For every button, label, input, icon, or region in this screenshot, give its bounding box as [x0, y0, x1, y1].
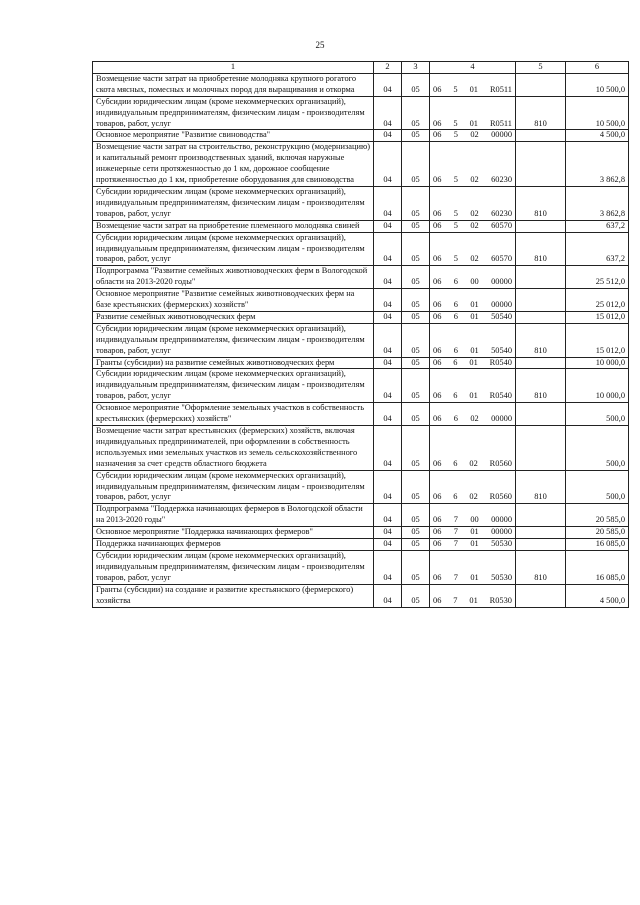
row-expense-type-code [516, 403, 566, 426]
table-row [93, 369, 629, 403]
row-amount: 16 085,0 [566, 550, 629, 584]
row-subsection-code: 05 [402, 539, 430, 551]
row-section-code: 04 [374, 186, 402, 220]
row-subsection-code: 05 [402, 470, 430, 504]
row-section-code: 04 [374, 220, 402, 232]
code-part: 06 [433, 84, 442, 94]
table-row [93, 186, 629, 220]
row-target-article-code [430, 186, 516, 220]
table-row [93, 403, 629, 426]
row-name: Подпрограмма "Поддержка начинающих фермеров в Вологодской области на 2013-2020 годы" [93, 504, 374, 527]
code-part: 06 [433, 175, 442, 185]
row-target-article-code [430, 539, 516, 551]
row-section-code: 04 [374, 550, 402, 584]
row-subsection-code: 05 [402, 289, 430, 312]
row-section-code: 04 [374, 584, 402, 607]
code-part: 5 [453, 208, 458, 218]
code-part: R0530 [489, 595, 512, 605]
row-target-article-code [430, 323, 516, 357]
row-subsection-code: 05 [402, 96, 430, 130]
row-name: Развитие семейных животноводческих ферм [93, 311, 374, 323]
code-part: 06 [433, 492, 442, 502]
table-row [93, 73, 629, 96]
row-target-article-code [430, 142, 516, 187]
row-subsection-code: 05 [402, 142, 430, 187]
code-part: 01 [469, 118, 478, 128]
row-expense-type-code [516, 130, 566, 142]
row-expense-type-code: 810 [516, 470, 566, 504]
code-part: 7 [453, 515, 458, 525]
row-amount: 25 012,0 [566, 289, 629, 312]
code-part: 06 [433, 118, 442, 128]
code-part: 02 [470, 414, 479, 424]
row-amount: 637,2 [566, 220, 629, 232]
row-expense-type-code [516, 357, 566, 369]
code-part: 01 [470, 300, 479, 310]
row-section-code: 04 [374, 130, 402, 142]
row-name: Гранты (субсидии) на развитие семейных животноводческих ферм [93, 357, 374, 369]
table-row [93, 220, 629, 232]
row-section-code: 04 [374, 470, 402, 504]
code-part: 6 [453, 345, 458, 355]
row-amount: 4 500,0 [566, 584, 629, 607]
code-part: 02 [470, 208, 479, 218]
code-part: 60570 [491, 254, 512, 264]
row-expense-type-code [516, 504, 566, 527]
table-row [93, 357, 629, 369]
row-section-code: 04 [374, 357, 402, 369]
code-part: 50530 [491, 572, 512, 582]
row-expense-type-code [516, 311, 566, 323]
header-cell: 4 [430, 62, 516, 74]
code-part: R0511 [489, 84, 512, 94]
table-row [93, 311, 629, 323]
row-subsection-code: 05 [402, 220, 430, 232]
row-target-article-code [430, 232, 516, 266]
row-section-code: 04 [374, 232, 402, 266]
code-part: 50540 [491, 311, 512, 321]
row-amount: 10 500,0 [566, 73, 629, 96]
code-part: 01 [470, 345, 479, 355]
row-name: Субсидии юридическим лицам (кроме некоммерческих организаций), индивидуальным предпринимателям, физическим лицам - производителям товаров, работ, услуг [93, 369, 374, 403]
code-part: R0511 [489, 118, 512, 128]
row-expense-type-code [516, 142, 566, 187]
row-subsection-code: 05 [402, 504, 430, 527]
row-target-article-code [430, 504, 516, 527]
row-name: Субсидии юридическим лицам (кроме некоммерческих организаций), индивидуальным предпринимателям, физическим лицам - производителям товаров, работ, услуг [93, 323, 374, 357]
code-part: R0540 [489, 357, 512, 367]
code-part: 00000 [491, 300, 512, 310]
row-expense-type-code [516, 426, 566, 471]
row-amount: 10 000,0 [566, 369, 629, 403]
row-amount: 500,0 [566, 426, 629, 471]
row-expense-type-code [516, 73, 566, 96]
code-part: 00000 [491, 277, 512, 287]
code-part: 06 [433, 595, 442, 605]
row-subsection-code: 05 [402, 527, 430, 539]
code-part: 60230 [491, 175, 512, 185]
row-subsection-code: 05 [402, 403, 430, 426]
row-target-article-code [430, 426, 516, 471]
table-row [93, 527, 629, 539]
table-row [93, 470, 629, 504]
row-amount: 25 512,0 [566, 266, 629, 289]
code-part: 01 [469, 357, 478, 367]
row-section-code: 04 [374, 527, 402, 539]
code-part: 6 [453, 277, 458, 287]
code-part: 7 [453, 572, 458, 582]
row-subsection-code: 05 [402, 426, 430, 471]
row-section-code: 04 [374, 289, 402, 312]
code-part: 6 [453, 311, 458, 321]
row-name: Гранты (субсидии) на создание и развитие крестьянского (фермерского) хозяйства [93, 584, 374, 607]
row-subsection-code: 05 [402, 266, 430, 289]
row-section-code: 04 [374, 369, 402, 403]
code-part: 5 [453, 220, 458, 230]
code-part: 01 [470, 527, 479, 537]
row-target-article-code [430, 527, 516, 539]
row-section-code: 04 [374, 323, 402, 357]
row-amount: 637,2 [566, 232, 629, 266]
row-amount: 3 862,8 [566, 186, 629, 220]
code-part: 06 [433, 345, 442, 355]
row-expense-type-code: 810 [516, 323, 566, 357]
code-part: 5 [453, 175, 458, 185]
row-expense-type-code: 810 [516, 369, 566, 403]
row-name: Субсидии юридическим лицам (кроме некоммерческих организаций), индивидуальным предпринимателям, физическим лицам - производителям товаров, работ, услуг [93, 96, 374, 130]
row-expense-type-code [516, 584, 566, 607]
code-part: 02 [470, 220, 479, 230]
page-number: 25 [315, 40, 325, 50]
row-expense-type-code: 810 [516, 232, 566, 266]
code-part: 06 [433, 527, 442, 537]
row-subsection-code: 05 [402, 186, 430, 220]
row-name: Поддержка начинающих фермеров [93, 539, 374, 551]
code-part: 6 [453, 300, 458, 310]
row-section-code: 04 [374, 504, 402, 527]
code-part: 06 [433, 277, 442, 287]
row-name: Основное мероприятие "Поддержка начинающих фермеров" [93, 527, 374, 539]
header-row [93, 62, 629, 74]
row-amount: 10 500,0 [566, 96, 629, 130]
code-part: 00 [470, 515, 479, 525]
code-part: 06 [433, 515, 442, 525]
row-target-article-code [430, 470, 516, 504]
code-part: 6 [453, 357, 458, 367]
code-part: 00000 [491, 527, 512, 537]
table-row [93, 96, 629, 130]
code-part: 02 [470, 254, 479, 264]
table-row [93, 232, 629, 266]
code-part: 60230 [491, 208, 512, 218]
code-part: 00 [470, 277, 479, 287]
row-amount: 10 000,0 [566, 357, 629, 369]
code-part: 6 [453, 414, 458, 424]
code-part: 01 [470, 311, 479, 321]
code-part: 6 [453, 492, 458, 502]
code-part: 06 [433, 208, 442, 218]
row-expense-type-code [516, 289, 566, 312]
table-row [93, 426, 629, 471]
row-name: Возмещение части затрат на приобретение племенного молодняка свиней [93, 220, 374, 232]
header-cell: 5 [516, 62, 566, 74]
table-row [93, 584, 629, 607]
code-part: 5 [453, 254, 458, 264]
table-row [93, 289, 629, 312]
row-section-code: 04 [374, 73, 402, 96]
code-part: 02 [469, 458, 478, 468]
row-expense-type-code [516, 527, 566, 539]
code-part: 5 [453, 118, 458, 128]
code-part: 01 [470, 539, 479, 549]
row-section-code: 04 [374, 426, 402, 471]
row-target-article-code [430, 369, 516, 403]
row-amount: 500,0 [566, 403, 629, 426]
row-amount: 20 585,0 [566, 504, 629, 527]
row-subsection-code: 05 [402, 323, 430, 357]
code-part: 06 [433, 458, 442, 468]
row-expense-type-code: 810 [516, 96, 566, 130]
code-part: 5 [453, 130, 458, 140]
row-target-article-code [430, 584, 516, 607]
row-amount: 20 585,0 [566, 527, 629, 539]
code-part: R0540 [489, 391, 512, 401]
row-target-article-code [430, 220, 516, 232]
header-cell: 2 [374, 62, 402, 74]
code-part: 7 [453, 539, 458, 549]
code-part: 06 [433, 539, 442, 549]
row-subsection-code: 05 [402, 369, 430, 403]
row-subsection-code: 05 [402, 73, 430, 96]
code-part: 02 [469, 492, 478, 502]
row-subsection-code: 05 [402, 311, 430, 323]
row-subsection-code: 05 [402, 357, 430, 369]
row-expense-type-code [516, 539, 566, 551]
code-part: 06 [433, 254, 442, 264]
row-expense-type-code: 810 [516, 186, 566, 220]
code-part: 02 [470, 130, 479, 140]
row-target-article-code [430, 289, 516, 312]
row-target-article-code [430, 96, 516, 130]
code-part: 60570 [491, 220, 512, 230]
row-amount: 3 862,8 [566, 142, 629, 187]
code-part: 6 [453, 458, 458, 468]
row-name: Возмещение части затрат на строительство, реконструкцию (модернизацию) и капитальный ремонт производственных зданий, включая наружные инженерные сети протяженностью до 1 км, дорожное сообщение протяженностью до 1 км, приобретение оборудования для свиноводства [93, 142, 374, 187]
code-part: 5 [453, 84, 458, 94]
row-target-article-code [430, 311, 516, 323]
row-name: Основное мероприятие "Оформление земельных участков в собственность крестьянских (фермерских) хозяйств" [93, 403, 374, 426]
code-part: 06 [433, 300, 442, 310]
row-target-article-code [430, 403, 516, 426]
code-part: 01 [469, 391, 478, 401]
code-part: 06 [433, 414, 442, 424]
table-row [93, 550, 629, 584]
row-name: Основное мероприятие "Развитие свиноводства" [93, 130, 374, 142]
row-name: Субсидии юридическим лицам (кроме некоммерческих организаций), индивидуальным предпринимателям, физическим лицам - производителям товаров, работ, услуг [93, 232, 374, 266]
row-section-code: 04 [374, 539, 402, 551]
row-target-article-code [430, 357, 516, 369]
table-row [93, 323, 629, 357]
code-part: 06 [433, 357, 442, 367]
code-part: 06 [433, 572, 442, 582]
row-expense-type-code: 810 [516, 550, 566, 584]
code-part: 6 [453, 391, 458, 401]
code-part: 06 [433, 391, 442, 401]
code-part: 00000 [491, 515, 512, 525]
row-name: Субсидии юридическим лицам (кроме некоммерческих организаций), индивидуальным предпринимателям, физическим лицам - производителям товаров, работ, услуг [93, 470, 374, 504]
row-subsection-code: 05 [402, 232, 430, 266]
code-part: 00000 [491, 414, 512, 424]
code-part: 02 [470, 175, 479, 185]
header-cell: 1 [93, 62, 374, 74]
code-part: 00000 [491, 130, 512, 140]
code-part: 01 [470, 572, 479, 582]
row-subsection-code: 05 [402, 550, 430, 584]
table-row [93, 504, 629, 527]
code-part: 01 [469, 84, 478, 94]
code-part: 7 [453, 595, 458, 605]
row-expense-type-code [516, 266, 566, 289]
table-row [93, 142, 629, 187]
row-target-article-code [430, 550, 516, 584]
header-cell: 3 [402, 62, 430, 74]
row-amount: 4 500,0 [566, 130, 629, 142]
row-section-code: 04 [374, 96, 402, 130]
row-section-code: 04 [374, 311, 402, 323]
row-name: Возмещение части затрат на приобретение молодняка крупного рогатого скота мясных, помесных и молочных пород для выращивания и откорма [93, 73, 374, 96]
code-part: 50530 [491, 539, 512, 549]
row-target-article-code [430, 130, 516, 142]
row-amount: 16 085,0 [566, 539, 629, 551]
row-name: Основное мероприятие "Развитие семейных животноводческих ферм на базе крестьянских (фермерских) хозяйств" [93, 289, 374, 312]
header-cell: 6 [566, 62, 629, 74]
row-target-article-code [430, 73, 516, 96]
row-subsection-code: 05 [402, 130, 430, 142]
code-part: R0560 [489, 492, 512, 502]
row-amount: 15 012,0 [566, 311, 629, 323]
table-row [93, 539, 629, 551]
code-part: 06 [433, 130, 442, 140]
table-row [93, 130, 629, 142]
row-name: Субсидии юридическим лицам (кроме некоммерческих организаций), индивидуальным предпринимателям, физическим лицам - производителям товаров, работ, услуг [93, 186, 374, 220]
row-amount: 500,0 [566, 470, 629, 504]
budget-table [92, 61, 629, 608]
row-name: Подпрограмма "Развитие семейных животноводческих ферм в Вологодской области на 2013-2020 годы" [93, 266, 374, 289]
row-section-code: 04 [374, 266, 402, 289]
row-subsection-code: 05 [402, 584, 430, 607]
row-target-article-code [430, 266, 516, 289]
row-section-code: 04 [374, 142, 402, 187]
row-name: Субсидии юридическим лицам (кроме некоммерческих организаций), индивидуальным предпринимателям, физическим лицам - производителям товаров, работ, услуг [93, 550, 374, 584]
row-expense-type-code [516, 220, 566, 232]
code-part: 7 [453, 527, 458, 537]
code-part: R0560 [489, 458, 512, 468]
table-row [93, 266, 629, 289]
row-name: Возмещение части затрат крестьянских (фермерских) хозяйств, включая индивидуальных предпринимателей, при оформлении в собственность используемых ими земельных участков из земель сельскохозяйственного назначения за счет средств областного бюджета [93, 426, 374, 471]
code-part: 06 [433, 311, 442, 321]
row-section-code: 04 [374, 403, 402, 426]
code-part: 50540 [491, 345, 512, 355]
row-amount: 15 012,0 [566, 323, 629, 357]
code-part: 01 [469, 595, 478, 605]
code-part: 06 [433, 220, 442, 230]
